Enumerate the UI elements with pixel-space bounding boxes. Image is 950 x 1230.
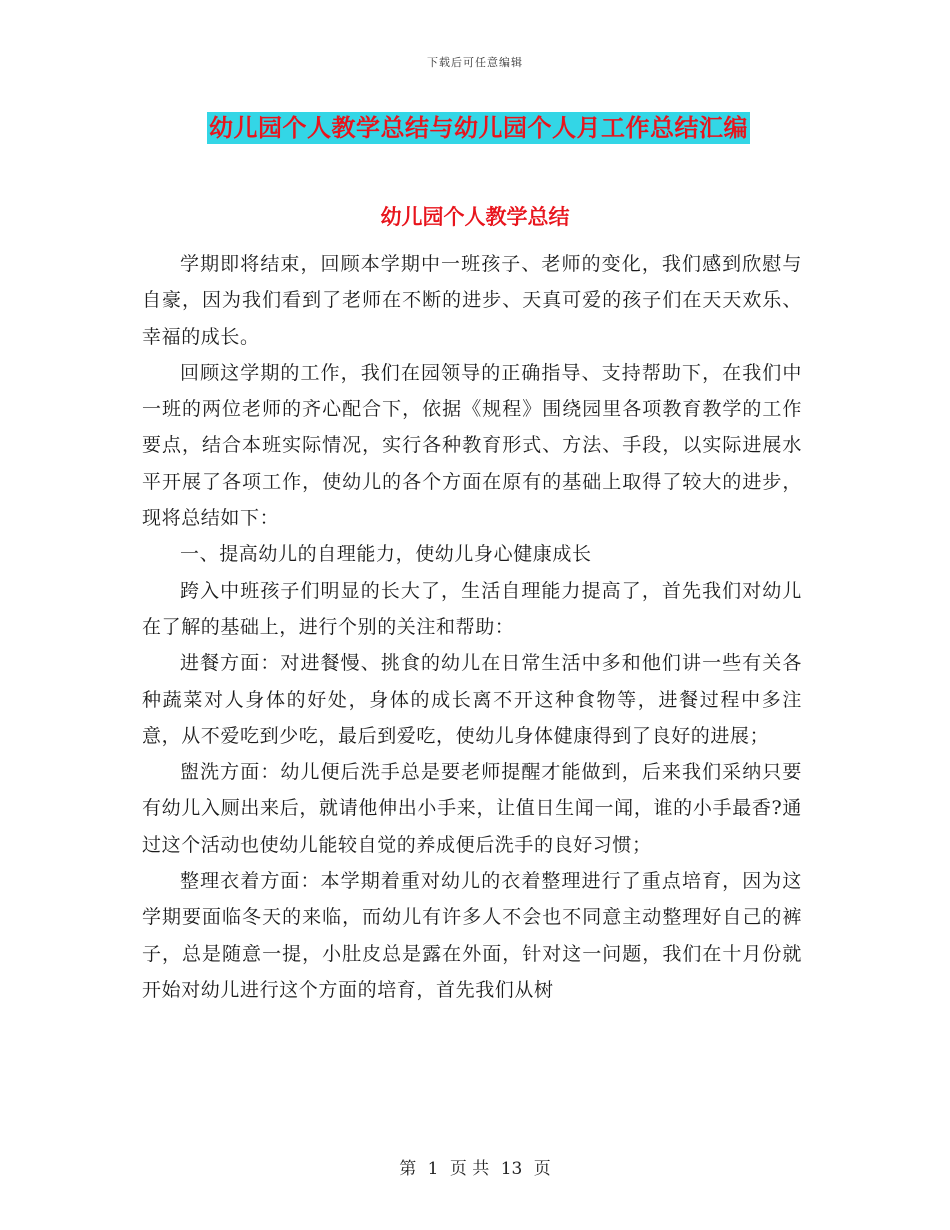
main-title-container <box>207 112 750 144</box>
header-note: 下载后可任意编辑 <box>427 56 523 69</box>
document-body <box>142 246 802 1008</box>
page-total: 13 <box>500 1159 523 1179</box>
section-title: 幼儿园个人教学总结 <box>380 205 570 229</box>
page-prefix: 第 <box>399 1159 417 1179</box>
paragraph: 整理衣着方面：本学期着重对幼儿的衣着整理进行了重点培育，因为这学期要面临冬天的来临，而幼儿有许多人不会也不同意主动整理好自己的裤子，总是随意一提，小肚皮总是露在外面，针对这一问题，我们在十月份就开始对幼儿进行这个方面的培育，首先我们从树 <box>142 870 802 1001</box>
paragraph: 跨入中班孩子们明显的长大了，生活自理能力提高了，首先我们对幼儿在了解的基础上，进行个别的关注和帮助： <box>142 579 802 638</box>
page-suffix: 页 <box>533 1159 551 1179</box>
paragraph: 进餐方面：对进餐慢、挑食的幼儿在日常生活中多和他们讲一些有关各种蔬菜对人身体的好处，身体的成长离不开这种食物等，进餐过程中多注意，从不爱吃到少吃，最后到爱吃，使幼儿身体健康得到了良好的进展； <box>142 652 802 747</box>
paragraph: 盥洗方面：幼儿便后洗手总是要老师提醒才能做到，后来我们采纳只要有幼儿入厕出来后，就请他伸出小手来，让值日生闻一闻，谁的小手最香?通过这个活动也使幼儿能较自觉的养成便后洗手的良好习惯； <box>142 761 802 856</box>
paragraph-heading: 一、提高幼儿的自理能力，使幼儿身心健康成长 <box>180 543 592 566</box>
paragraph: 学期即将结束，回顾本学期中一班孩子、老师的变化，我们感到欣慰与自豪，因为我们看到了老师在不断的进步、天真可爱的孩子们在天天欢乐、幸福的成长。 <box>142 253 802 348</box>
page-number-footer <box>0 1154 950 1179</box>
paragraph: 回顾这学期的工作，我们在园领导的正确指导、支持帮助下，在我们中一班的两位老师的齐心配合下，依据《规程》围绕园里各项教育教学的工作要点，结合本班实际情况，实行各种教育形式、方法、手段，以实际进展水平开展了各项工作，使幼儿的各个方面在原有的基础上取得了较大的进步，现将总结如下： <box>142 361 802 530</box>
document-main-title: 幼儿园个人教学总结与幼儿园个人月工作总结汇编 <box>209 114 748 142</box>
page-mid: 页 共 <box>449 1159 490 1179</box>
page-number: 1 <box>427 1159 439 1179</box>
